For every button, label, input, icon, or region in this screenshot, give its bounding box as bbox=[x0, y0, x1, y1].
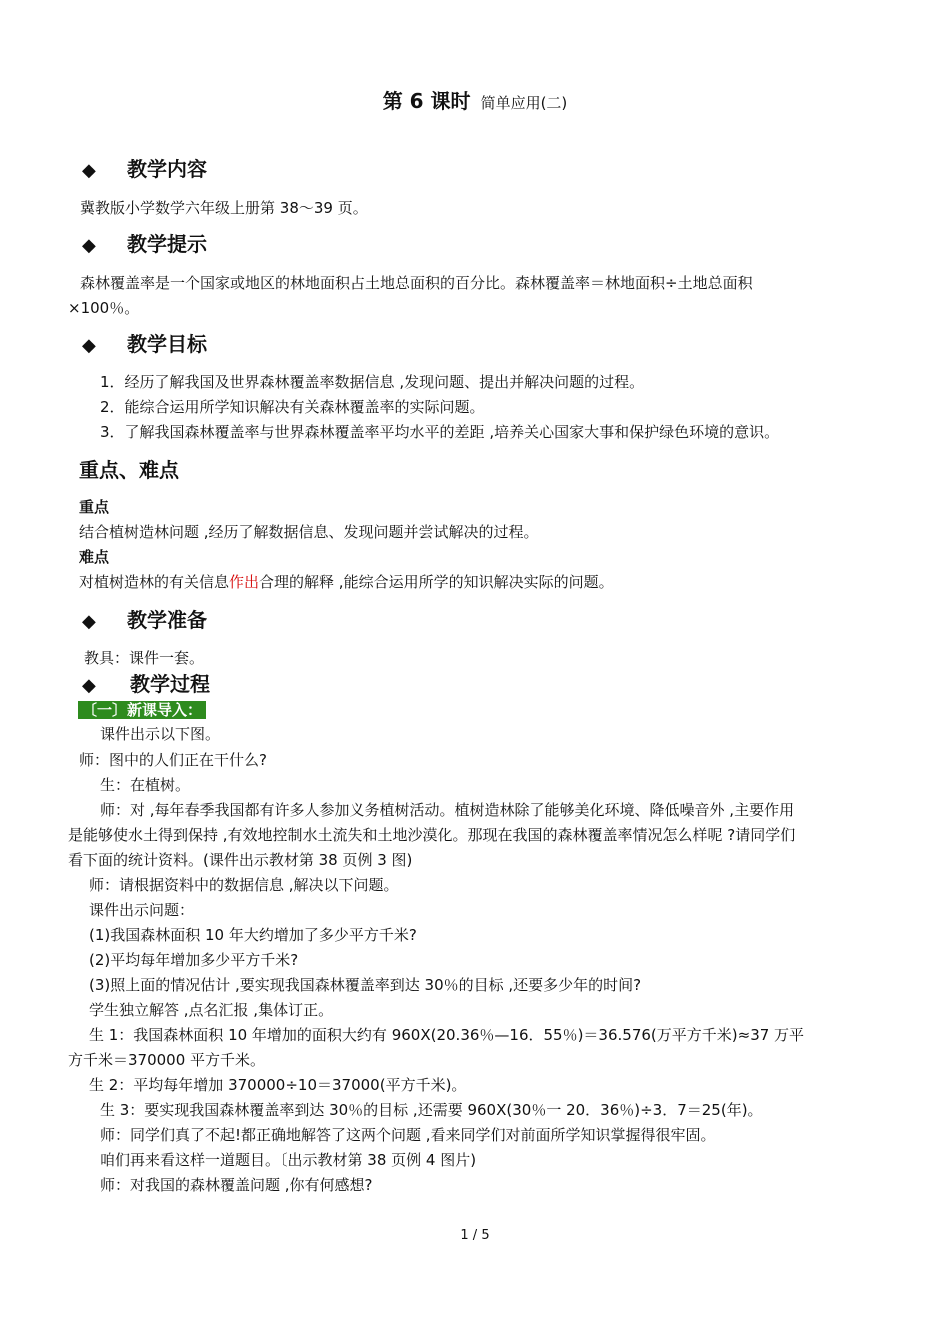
page-subtitle: 简单应用(二) bbox=[480, 94, 568, 112]
heading-content: ◆ 教学内容 bbox=[82, 156, 207, 184]
process-line: 方千米＝370000 平方千米。 bbox=[68, 1051, 266, 1069]
goal-item: 3．了解我国森林覆盖率与世界森林覆盖率平均水平的差距 ,培养关心国家大事和保护绿色环境的意识。 bbox=[100, 423, 780, 441]
diamond-icon: ◆ bbox=[82, 235, 96, 256]
intro-label: 〔一〕新课导入： bbox=[78, 700, 206, 720]
diamond-icon: ◆ bbox=[82, 335, 96, 356]
preparation-text: 教具：课件一套。 bbox=[84, 649, 205, 667]
heading-key-points: 重点、难点 bbox=[79, 458, 179, 482]
process-line: 看下面的统计资料。(课件出示教材第 38 页例 3 图) bbox=[68, 851, 413, 869]
difficulty-label: 难点 bbox=[79, 548, 110, 566]
page-number: 1 / 5 bbox=[460, 1228, 490, 1243]
tips-text-line2: ×100％。 bbox=[68, 299, 140, 317]
process-line: 生 3：要实现我国森林覆盖率到达 30％的目标 ,还需要 960X(30％一 20．36％)÷3．7＝25(年)。 bbox=[100, 1101, 763, 1119]
process-line: 课件出示以下图。 bbox=[100, 725, 221, 743]
process-line: 学生独立解答 ,点名汇报 ,集体订正。 bbox=[89, 1001, 334, 1019]
heading-goals: ◆ 教学目标 bbox=[82, 331, 207, 359]
content-text: 冀教版小学数学六年级上册第 38～39 页。 bbox=[80, 199, 368, 217]
goal-item: 2．能综合运用所学知识解决有关森林覆盖率的实际问题。 bbox=[100, 398, 485, 416]
process-line: 课件出示问题： bbox=[89, 901, 195, 919]
key-text: 结合植树造林问题 ,经历了解数据信息、发现问题并尝试解决的过程。 bbox=[79, 523, 539, 541]
key-label: 重点 bbox=[79, 498, 110, 516]
highlight-red-text: 作出 bbox=[229, 573, 260, 591]
process-line: 生：在植树。 bbox=[100, 776, 191, 794]
process-line: 生 1：我国森林面积 10 年增加的面积大约有 960X(20.36％—16．55％)＝36.576(万平方千米)≈37 万平 bbox=[89, 1026, 805, 1044]
diamond-icon: ◆ bbox=[82, 611, 96, 632]
diamond-icon: ◆ bbox=[82, 675, 96, 696]
heading-process: ◆ 教学过程 bbox=[82, 671, 210, 699]
process-line: 是能够使水土得到保持 ,有效地控制水土流失和土地沙漠化。那现在我国的森林覆盖率情况怎么样呢 ?请同学们 bbox=[68, 826, 796, 844]
heading-preparation: ◆ 教学准备 bbox=[82, 607, 207, 635]
process-line: (2)平均每年增加多少平方千米? bbox=[89, 951, 299, 969]
process-line: (1)我国森林面积 10 年大约增加了多少平方千米? bbox=[89, 926, 417, 944]
page-title: 第 6 课时 简单应用(二) bbox=[382, 89, 568, 113]
tips-text-line1: 森林覆盖率是一个国家或地区的林地面积占土地总面积的百分比。森林覆盖率＝林地面积÷土地总面积 bbox=[80, 274, 753, 292]
heading-tips: ◆ 教学提示 bbox=[82, 231, 207, 259]
process-line: 咱们再来看这样一道题目。〔出示教材第 38 页例 4 图片) bbox=[100, 1151, 477, 1169]
process-line: 师：图中的人们正在干什么? bbox=[79, 751, 267, 769]
process-line: (3)照上面的情况估计 ,要实现我国森林覆盖率到达 30％的目标 ,还要多少年的时间? bbox=[89, 976, 642, 994]
process-line: 生 2：平均每年增加 370000÷10＝37000(平方千米)。 bbox=[89, 1076, 467, 1094]
diamond-icon: ◆ bbox=[82, 160, 96, 181]
process-line: 师：同学们真了不起!都正确地解答了这两个问题 ,看来同学们对前面所学知识掌握得很牢固。 bbox=[100, 1126, 716, 1144]
process-line: 师：请根据资料中的数据信息 ,解决以下问题。 bbox=[89, 876, 399, 894]
process-line: 师：对我国的森林覆盖问题 ,你有何感想? bbox=[100, 1176, 373, 1194]
goal-item: 1．经历了解我国及世界森林覆盖率数据信息 ,发现问题、提出并解决问题的过程。 bbox=[100, 373, 645, 391]
process-line: 师：对 ,每年春季我国都有许多人参加义务植树活动。植树造林除了能够美化环境、降低噪音外 ,主要作用 bbox=[100, 801, 795, 819]
difficulty-text: 对植树造林的有关信息作出合理的解释 ,能综合运用所学的知识解决实际的问题。 bbox=[79, 573, 614, 591]
